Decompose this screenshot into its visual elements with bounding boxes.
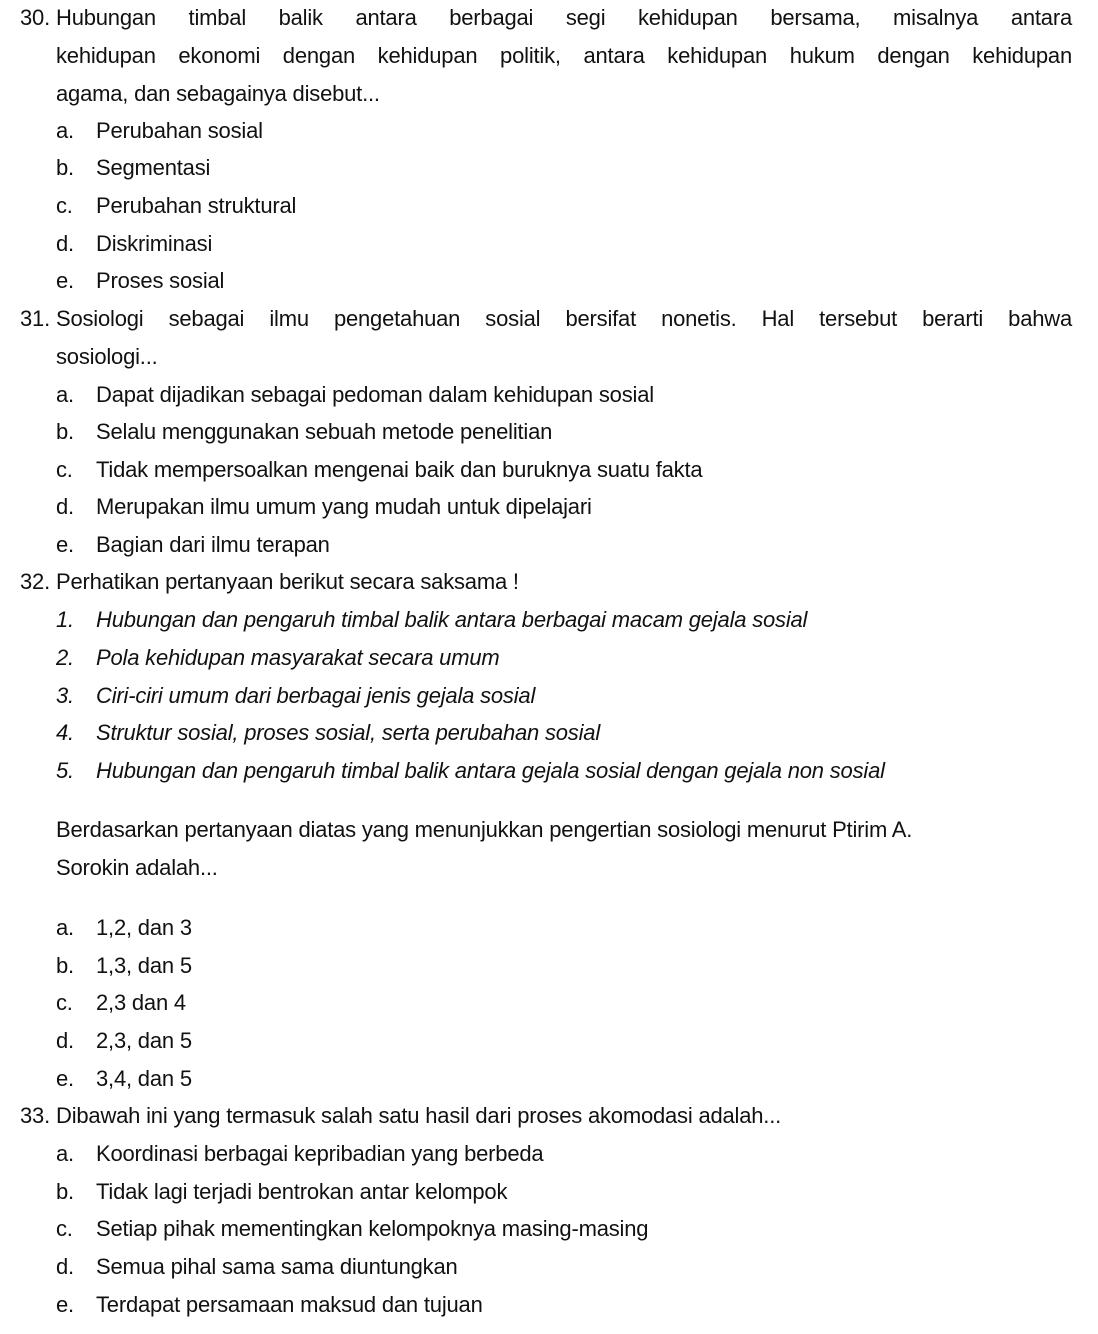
statement-number: 2. [56,645,74,670]
question-text: Perhatikan pertanyaan berikut secara saksama ! [56,569,519,594]
statement-number: 1. [56,607,74,632]
option-text: Diskriminasi [96,231,213,256]
question-text: sosiologi... [56,344,158,369]
statement-number: 5. [56,758,74,783]
option-letter: e. [56,268,74,293]
option-text: Selalu menggunakan sebuah metode penelitian [96,419,553,444]
option-text: Perubahan struktural [96,193,297,218]
statement-text: Ciri-ciri umum dari berbagai jenis gejala sosial [96,683,536,708]
option-text: Segmentasi [96,155,211,180]
option-letter: a. [56,1141,74,1166]
option-text: Terdapat persamaan maksud dan tujuan [96,1292,483,1317]
question-number: 31. [20,306,50,331]
option-letter: a. [56,915,74,940]
option-text: 3,4, dan 5 [96,1066,192,1091]
statement-number: 4. [56,720,74,745]
option-letter: b. [56,1179,74,1204]
follow-up-line-2: Sorokin adalah... [56,855,218,880]
option-letter: e. [56,1066,74,1091]
question-number: 30. [20,5,50,30]
question-text: agama, dan sebagainya disebut... [56,81,380,106]
option-text: Tidak lagi terjadi bentrokan antar kelompok [96,1179,508,1204]
statement-text: Hubungan dan pengaruh timbal balik antara gejala sosial dengan gejala non sosial [96,758,885,783]
option-letter: d. [56,1028,74,1053]
option-letter: c. [56,1216,73,1241]
statement-text: Hubungan dan pengaruh timbal balik antara berbagai macam gejala sosial [96,607,808,632]
question-number: 32. [20,569,50,594]
option-letter: d. [56,1254,74,1279]
option-text: Semua pihal sama sama diuntungkan [96,1254,458,1279]
question-text: Sosiologi sebagai ilmu pengetahuan sosial bersifat nonetis. Hal tersebut berarti bahwa [56,306,1072,331]
option-text: Merupakan ilmu umum yang mudah untuk dipelajari [96,494,592,519]
statement-number: 3. [56,683,74,708]
option-letter: d. [56,494,74,519]
option-text: 1,2, dan 3 [96,915,192,940]
question-text: Hubungan timbal balik antara berbagai segi kehidupan bersama, misalnya antara [56,5,1072,30]
option-letter: b. [56,155,74,180]
option-letter: b. [56,419,74,444]
option-text: 1,3, dan 5 [96,953,192,978]
option-text: Dapat dijadikan sebagai pedoman dalam kehidupan sosial [96,382,654,407]
follow-up-line-1: Berdasarkan pertanyaan diatas yang menunjukkan pengertian sosiologi menurut Ptirim A. [56,817,913,842]
question-number: 33. [20,1103,50,1128]
question-text: Dibawah ini yang termasuk salah satu hasil dari proses akomodasi adalah... [56,1103,782,1128]
question-text: kehidupan ekonomi dengan kehidupan politik, antara kehidupan hukum dengan kehidupan [56,43,1072,68]
option-letter: a. [56,118,74,143]
statement-text: Struktur sosial, proses sosial, serta perubahan sosial [96,720,601,745]
option-text: Perubahan sosial [96,118,263,143]
option-text: 2,3, dan 5 [96,1028,192,1053]
option-text: Bagian dari ilmu terapan [96,532,330,557]
option-letter: e. [56,1292,74,1317]
statement-text: Pola kehidupan masyarakat secara umum [96,645,500,670]
option-text: Koordinasi berbagai kepribadian yang berbeda [96,1141,544,1166]
option-text: Setiap pihak mementingkan kelompoknya masing-masing [96,1216,649,1241]
option-letter: d. [56,231,74,256]
option-letter: c. [56,990,73,1015]
option-letter: b. [56,953,74,978]
option-letter: a. [56,382,74,407]
option-letter: c. [56,457,73,482]
option-letter: c. [56,193,73,218]
option-text: Proses sosial [96,268,225,293]
option-text: Tidak mempersoalkan mengenai baik dan buruknya suatu fakta [96,457,703,482]
option-text: 2,3 dan 4 [96,990,186,1015]
option-letter: e. [56,532,74,557]
